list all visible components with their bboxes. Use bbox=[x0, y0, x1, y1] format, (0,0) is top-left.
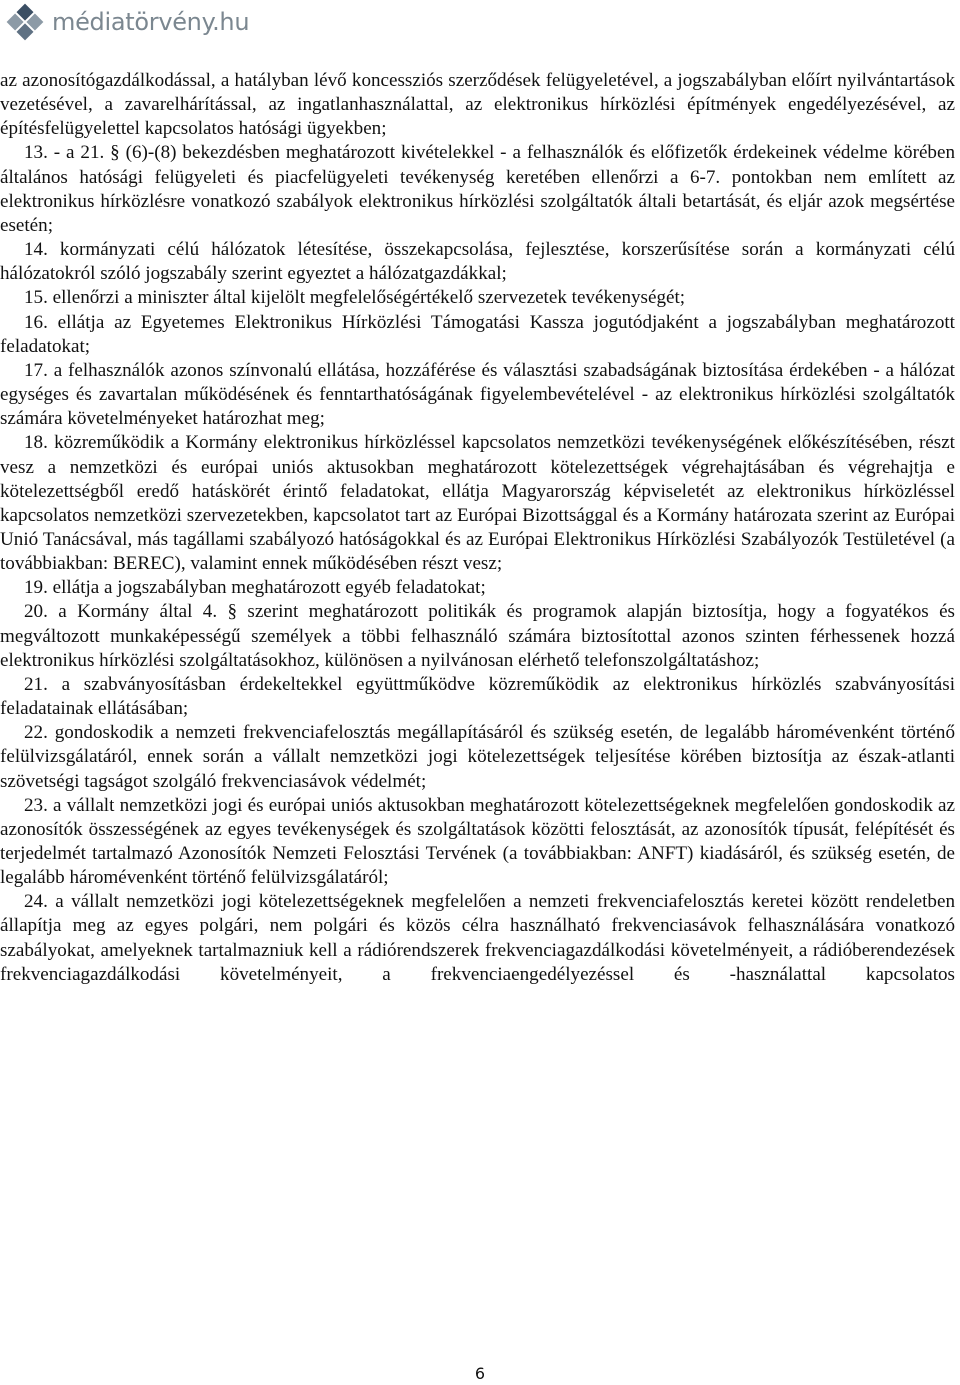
list-item-18: 18. közreműködik a Kormány elektronikus hírközléssel kapcsolatos nemzetközi tevékenységének előkészítésében, részt vesz a nemzetközi és európai uniós aktusokban meghatározott kötelezettségek végrehajtásában és végrehajtja e kötelezettségből eredő hatáskörét érintő feladatokat, ellátja Magyarország képviseletét az elektronikus hírközléssel kapcsolatos nemzetközi szervezetekben, kapcsolatot tart az Európai Bizottsággal és a Kormány határozata szerint az Európai Unió Tanácsával, más tagállami szabályozó hatóságokkal és az Európai Elektronikus Hírközlési Szabályozók Testületével (a továbbiakban: BEREC), valamint ennek működésében részt vesz; bbox=[0, 432, 955, 575]
list-item-16: 16. ellátja az Egyetemes Elektronikus Hírközlési Támogatási Kassza jogutódjaként a jogszabályban meghatározott feladatokat; bbox=[0, 311, 955, 357]
list-item-15: 15. ellenőrzi a miniszter által kijelölt megfelelőségértékelő szervezetek tevékenységét; bbox=[24, 287, 686, 309]
document-body bbox=[0, 69, 955, 987]
list-item-13: 13. - a 21. § (6)-(8) bekezdésben meghatározott kivételekkel - a felhasználók és előfizetők érdekeinek védelme körében általános hatósági felügyeleti és piacfelügyeleti tevékenység keretében ellenőrzi a 6-7. pontokban nem említett az elektronikus hírközlésre vonatkozó szabályok elektronikus hírközlési szolgáltatók általi betartását, és eljár azok megsértése esetén; bbox=[0, 142, 955, 236]
list-item-17: 17. a felhasználók azonos színvonalú ellátása, hozzáférése és választási szabadságának biztosítása érdekében - a hálózat egységes és zavartalan működésének és fenntarthatóságának figyelembevételével - az elektronikus hírközlési szolgáltatók számára követelményeket határozhat meg; bbox=[0, 359, 955, 430]
list-item-24: 24. a vállalt nemzetközi jogi kötelezettségeknek megfelelően a nemzeti frekvenciafelosztás keretei között rendeletben állapítja meg az egyes polgári, nem polgári és közös célra használható frekvenciasávok felhasználására vonatkozó szabályokat, amelyeknek tartalmazniuk kell a rádiórendszerek frekvenciagazdálkodási követelményeit, a rádióberendezések frekvenciagazdálkodási követelményeit, a frekvenciaengedélyezéssel és -használattal kapcsolatos bbox=[0, 891, 955, 985]
list-item-21: 21. a szabványosításban érdekeltekkel együttműködve közreműködik az elektronikus hírközlés szabványosítási feladatainak ellátásában; bbox=[0, 673, 955, 720]
list-item-23: 23. a vállalt nemzetközi jogi és európai uniós aktusokban meghatározott kötelezettségeknek megfelelően gondoskodik az azonosítók összességének az egyes tevékenységek és szolgáltatások közötti felosztását, az azonosítók típusát, felépítését és terjedelmét tartalmazó Azonosítók Nemzeti Felosztási Tervének (a továbbiakban: ANFT) kiadásáról, és szükség esetén, de legalább háromévenként történő felülvizsgálatáról; bbox=[0, 794, 955, 889]
list-item-19: 19. ellátja a jogszabályban meghatározott egyéb feladatokat; bbox=[24, 577, 486, 599]
site-logo[interactable] bbox=[2, 0, 249, 44]
list-item-20: 20. a Kormány által 4. § szerint meghatározott politikák és programok alapján biztosítja, hogy a fogyatékos és megváltozott munkaképességű személyek a többi felhasználó számára biztosítottal azonos szinten férhessenek hozzá elektronikus hírközlési szolgáltatásokhoz, különösen a nyilvánosan elérhető telefonszolgáltatáshoz; bbox=[0, 601, 955, 671]
list-item-14: 14. kormányzati célú hálózatok létesítése, összekapcsolása, fejlesztése, korszerűsítése során a kormányzati célú hálózatokról szóló jogszabály szerint egyeztet a hálózatgazdákkal; bbox=[0, 239, 955, 285]
paragraph: az azonosítógazdálkodással, a hatályban lévő koncessziós szerződések felügyeletével, a jogszabályban előírt nyilvántartások vezetésével, a zavarelhárítással, az ingatlanhasználattal, az elektronikus hírközlési építmények engedélyezésével, az építésfelügyelettel kapcsolatos hatósági ügyekben; bbox=[0, 70, 955, 140]
logo-text: médiatörvény.hu bbox=[52, 8, 250, 36]
page-number: 6 bbox=[474, 1364, 486, 1383]
diamond-logo-icon bbox=[2, 0, 48, 44]
list-item-22: 22. gondoskodik a nemzeti frekvenciafelosztás megállapításáról és szükség esetén, de legalább háromévenként történő felülvizsgálatáról, ennek során a vállalt nemzetközi jogi kötelezettségek teljesítése körében biztosítja az észak-atlanti szövetségi tagságot szolgáló frekvenciasávok védelmét; bbox=[0, 722, 955, 792]
